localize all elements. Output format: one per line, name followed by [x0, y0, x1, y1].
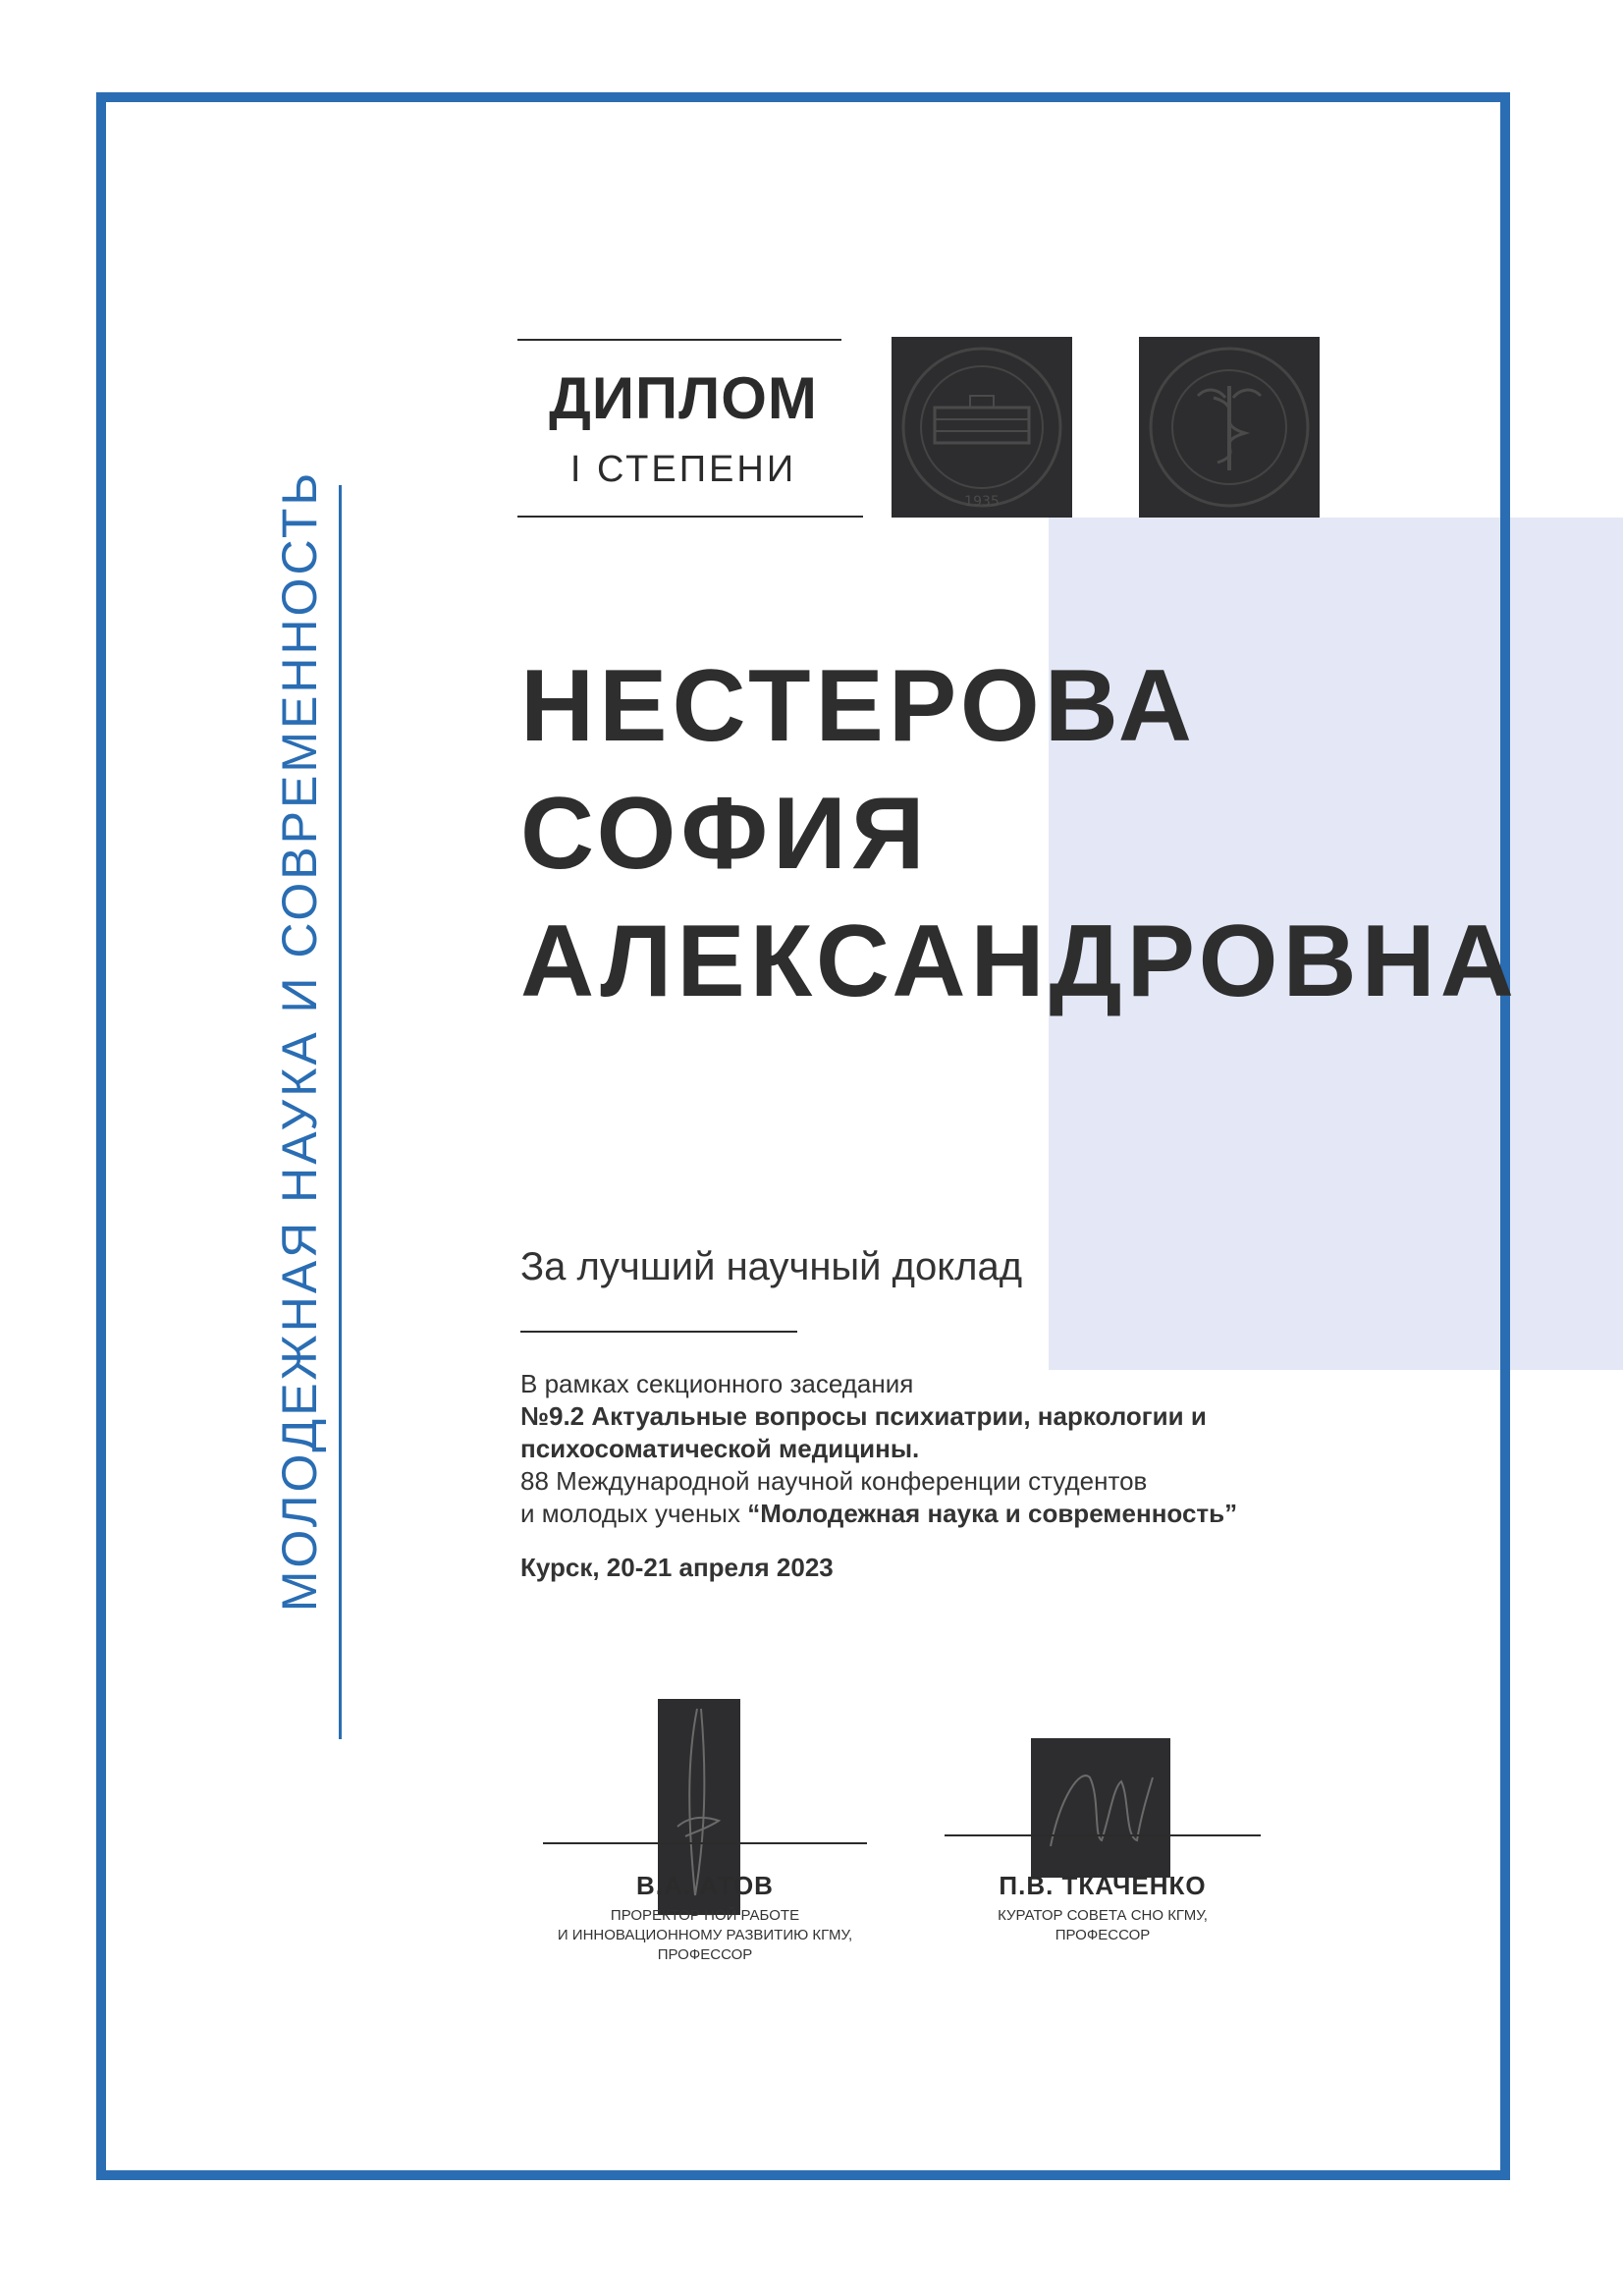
- info-line-4-prefix: и молодых ученых: [520, 1499, 740, 1528]
- recipient-surname: НЕСТЕРОВА: [520, 649, 1197, 763]
- signature-2-line: [945, 1834, 1261, 1836]
- vertical-conference-title: МОЛОДЕЖНАЯ НАУКА И СОВРЕМЕННОСТЬ: [272, 469, 327, 1613]
- signatory-1-role-line-2: И ИННОВАЦИОННОМУ РАЗВИТИЮ КГМУ,: [557, 1927, 853, 1943]
- signature-2-icon: [1031, 1738, 1170, 1878]
- society-seal-image: [1139, 337, 1320, 518]
- info-line-4: [520, 1498, 1463, 1530]
- signature-2-image: [1031, 1738, 1170, 1878]
- diploma-title: ДИПЛОМ: [549, 365, 818, 431]
- society-seal-icon: [1139, 337, 1320, 518]
- signatory-1-role: [558, 1906, 852, 1965]
- university-seal-icon: [892, 337, 1072, 518]
- info-line-1: В рамках секционного заседания: [520, 1369, 914, 1398]
- award-details: [520, 1368, 1463, 1584]
- diploma-heading: [517, 339, 863, 518]
- recipient-first-name: СОФИЯ: [520, 777, 930, 891]
- signatory-1-name: В.А. АТОВ: [636, 1871, 774, 1900]
- info-line-3: 88 Международной научной конференции студентов: [520, 1466, 1148, 1496]
- conference-name: “Молодежная наука и современность”: [747, 1499, 1238, 1528]
- signatory-2-role-line-2: ПРОФЕССОР: [1055, 1927, 1151, 1943]
- signature-1-line: [543, 1842, 867, 1844]
- signatory-1-role-line-3: ПРОФЕССОР: [657, 1946, 753, 1963]
- place-date: Курск, 20-21 апреля 2023: [520, 1553, 834, 1582]
- vertical-divider: [339, 485, 342, 1739]
- diploma-top-rule: [517, 339, 841, 341]
- section-title-line-2: психосоматической медицины.: [520, 1434, 920, 1463]
- diploma-degree: I СТЕПЕНИ: [569, 449, 797, 490]
- award-divider: [520, 1331, 797, 1333]
- signatory-2-name: П.В. ТКАЧЕНКО: [999, 1871, 1207, 1900]
- signatory-2-role-line-1: КУРАТОР СОВЕТА СНО КГМУ,: [998, 1907, 1208, 1924]
- university-seal-image: [892, 337, 1072, 518]
- svg-text:1935: 1935: [964, 494, 1000, 510]
- recipient-patronymic: АЛЕКСАНДРОВНА: [520, 904, 1519, 1018]
- signatory-2-role: [998, 1906, 1208, 1945]
- section-title-line-1: №9.2 Актуальные вопросы психиатрии, наркологии и: [520, 1401, 1207, 1431]
- award-title: За лучший научный доклад: [520, 1245, 1023, 1288]
- diploma-bottom-rule: [517, 516, 863, 518]
- signatory-1-role-line-1: ПРОРЕКТОР НОЙ РАБОТЕ: [610, 1907, 800, 1924]
